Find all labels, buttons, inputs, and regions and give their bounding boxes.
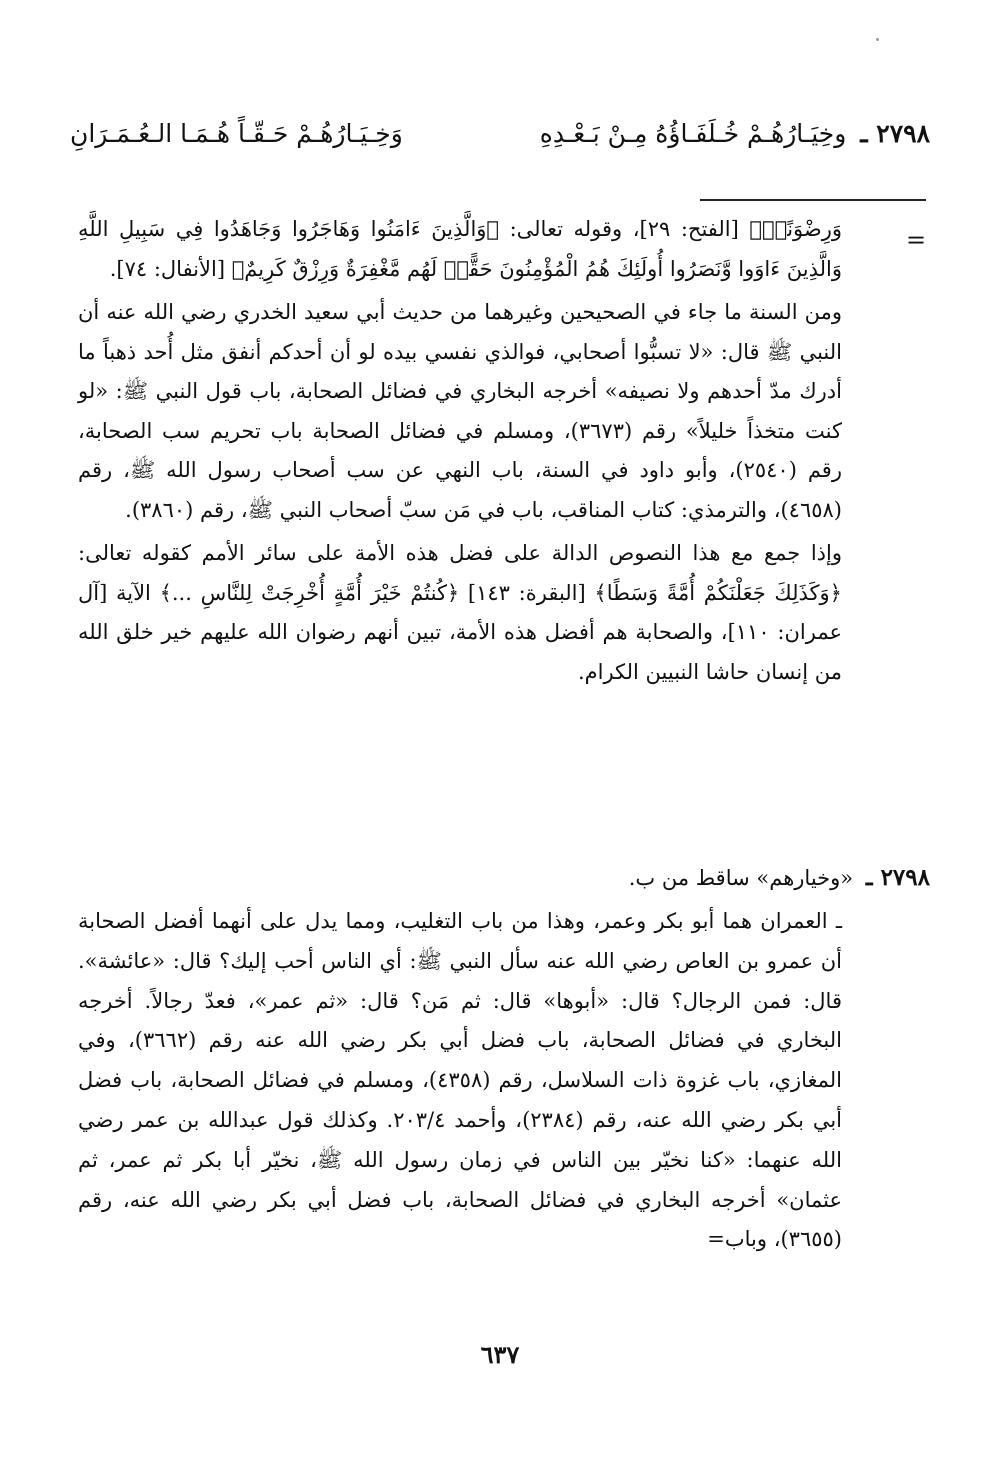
variant-note — [78, 858, 930, 898]
poem-verse-header — [70, 112, 930, 156]
verse-number: ٢٧٩٨ ـ — [860, 119, 930, 148]
verse-second-hemistich: وَخِـيَـارُهُـمْ حَـقّـاً هُـمَـا الـعُـمَـرَانِ — [70, 119, 403, 148]
paragraph-sunnah-evidence: ومن السنة ما جاء في الصحيحين وغيرهما من حديث أبي سعيد الخدري رضي الله عنه أن النبي ﷺ قال: «لا تسبُّوا أصحابي، فوالذي نفسي بيده لو أن أحدكم أنفق مثل أُحد ذهباً ما أدرك مدّ أحدهم ولا نصيفه» أخرجه البخاري في فضائل الصحابة، باب قول النبي ﷺ: «لو كنت متخذاً خليلاً» رقم (٣٦٧٣)، ومسلم في فضائل الصحابة باب تحريم سب الصحابة، رقم (٢٥٤٠)، وأبو داود في السنة، باب النهي عن سب أصحاب رسول الله ﷺ، رقم (٤٦٥٨)، والترمذي: كتاب المناقب، باب في مَن سبّ أصحاب النبي ﷺ، رقم (٣٨٦٠). — [78, 300, 842, 522]
note-text: «وخيارهم» ساقط من ب. — [628, 866, 854, 890]
footnote-separator-rule — [700, 199, 926, 201]
commentary-umaran — [78, 902, 842, 1260]
commentary-body — [78, 210, 842, 692]
verse-first-hemistich: وخِيَـارُهُـمْ خُـلَفَـاؤُهُ مِـنْ بَـعْـدِهِ — [539, 119, 847, 148]
page-number: ٦٣٧ — [480, 1340, 520, 1369]
paragraph-ummah-virtue: وإذا جمع مع هذا النصوص الدالة على فضل هذه الأمة على سائر الأمم كقوله تعالى: ﴿وَكَذَلِكَ جَعَلْنَكُمْ أُمَّةً وَسَطًا﴾ [البقرة: ١٤٣] ﴿كُنتُمْ خَيْرَ أُمَّةٍ أُخْرِجَتْ لِلنَّاسِ ...﴾ الآية [آل عمران: ١١٠]، والصحابة هم أفضل هذه الأمة، تبين أنهم رضوان الله عليهم خير خلق الله من إنسان حاشا النبيين الكرام. — [78, 541, 843, 684]
continuation-mark: = — [906, 226, 927, 254]
paragraph-umaran-explanation: ـ العمران هما أبو بكر وعمر، وهذا من باب التغليب، ومما يدل على أنهما أفضل الصحابة أن عمرو بن العاص رضي الله عنه سأل النبي ﷺ: أي الناس أحب إليك؟ قال: «عائشة». قال: فمن الرجال؟ قال: «أبوها» قال: ثم مَن؟ قال: «ثم عمر»، فعدّ رجالاً. أخرجه البخاري في فضائل الصحابة، باب فضل أبي بكر رضي الله عنه رقم (٣٦٦٢)، وفي المغازي، باب غزوة ذات السلاسل، رقم (٤٣٥٨)، ومسلم في فضائل الصحابة، باب فضل أبي بكر رضي الله عنه، رقم (٢٣٨٤)، وأحمد ٢٠٣/٤. وكذلك قول عبدالله بن عمر رضي الله عنهما: «كنا نخيّر بين الناس في زمان رسول الله ﷺ، نخيّر أبا بكر ثم عمر، ثم عثمان» أخرجه البخاري في فضائل الصحابة، باب فضل أبي بكر رضي الله عنه، رقم (٣٦٥٥)، وباب= — [78, 909, 843, 1252]
scan-speck — [876, 38, 879, 41]
paragraph-quran-citation: وَرِضْوَنًاۚ﴾ [الفتح: ٢٩]، وقوله تعالى: ﴿وَالَّذِينَ ءَامَنُوا وَهَاجَرُوا وَجَاهَدُوا فِي سَبِيلِ اللَّهِ وَالَّذِينَ ءَاوَوا وَّنَصَرُوا أُولَئِكَ هُمُ الْمُؤْمِنُونَ حَقًّاۚ لَهُم مَّغْفِرَةٌ وَرِزْقٌ كَرِيمٌ﴾ [الأنفال: ٧٤]. — [78, 217, 842, 281]
note-number: ٢٧٩٨ ـ — [865, 864, 930, 891]
